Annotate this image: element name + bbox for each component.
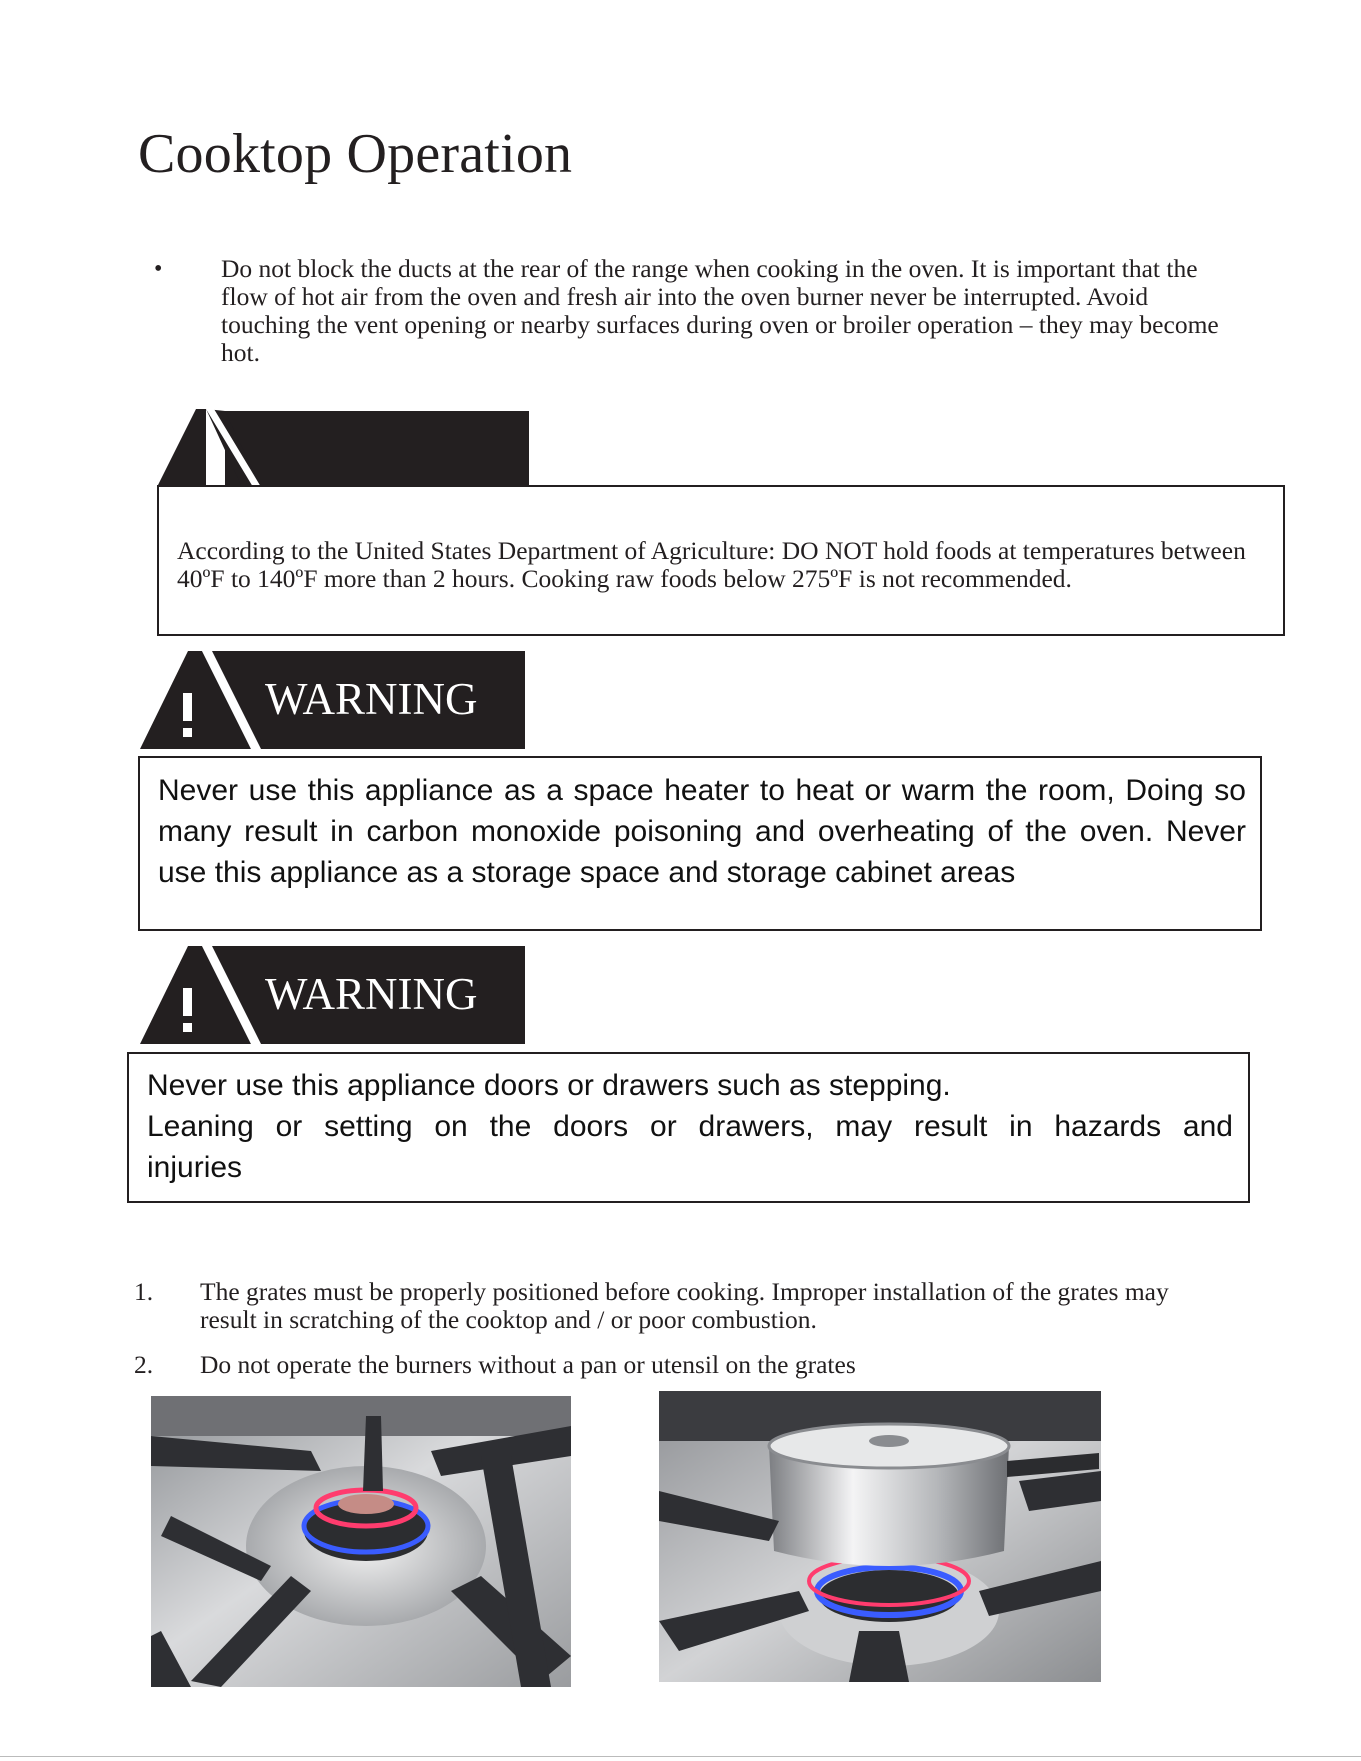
list-item-text: Do not operate the burners without a pan or utensil on the grates — [200, 1350, 856, 1379]
list-item-text: The grates must be properly positioned before cooking. Improper installation of the grates may result in scratching of the cooktop and / or poor combustion. — [200, 1277, 1169, 1334]
list-item-number: 1. — [134, 1277, 154, 1306]
warning-header-1 — [140, 651, 525, 749]
warning-box-2 — [127, 1052, 1250, 1203]
burner-photo-with-pan — [659, 1391, 1101, 1682]
warning-label: WARNING — [265, 969, 478, 1019]
bullet-symbol: • — [154, 256, 163, 282]
warning-2-line-3: injuries — [147, 1151, 243, 1184]
caution-header — [157, 409, 529, 487]
intro-bullet-text: Do not block the ducts at the rear of the range when cooking in the oven. It is important that the flow of hot air from the oven and fresh air into the oven burner never be interrupted. Avoid touching the vent opening or nearby surfaces during oven or broiler operation – they may become hot. — [221, 254, 1219, 367]
caution-text: According to the United States Department of Agriculture: DO NOT hold foods at temperatures between 40ºF to 140ºF more than 2 hours. Cooking raw foods below 275ºF is not recommended. — [177, 536, 1246, 593]
warning-1-text: Never use this appliance as a space heater to heat or warm the room, Doing so many result in carbon monoxide poisoning and overheating of the oven. Never use this appliance as a storage space and storage cabinet areas — [158, 774, 1246, 889]
page-bottom-rule — [0, 1756, 1361, 1757]
warning-header-2 — [140, 946, 525, 1044]
warning-label: WARNING — [265, 674, 478, 724]
warning-2-line-1: Never use this appliance doors or drawers such as stepping. — [147, 1069, 951, 1102]
list-item-number: 2. — [134, 1350, 154, 1379]
burner-photo-without-pan — [151, 1396, 571, 1687]
caution-header-banner — [157, 409, 529, 487]
page-title: Cooktop Operation — [138, 123, 573, 185]
warning-box-1 — [138, 756, 1262, 931]
warning-2-line-2: Leaning or setting on the doors or drawers, may result in hazards and — [147, 1110, 1233, 1143]
warning-2-text — [147, 1065, 1233, 1188]
caution-box — [157, 485, 1285, 636]
